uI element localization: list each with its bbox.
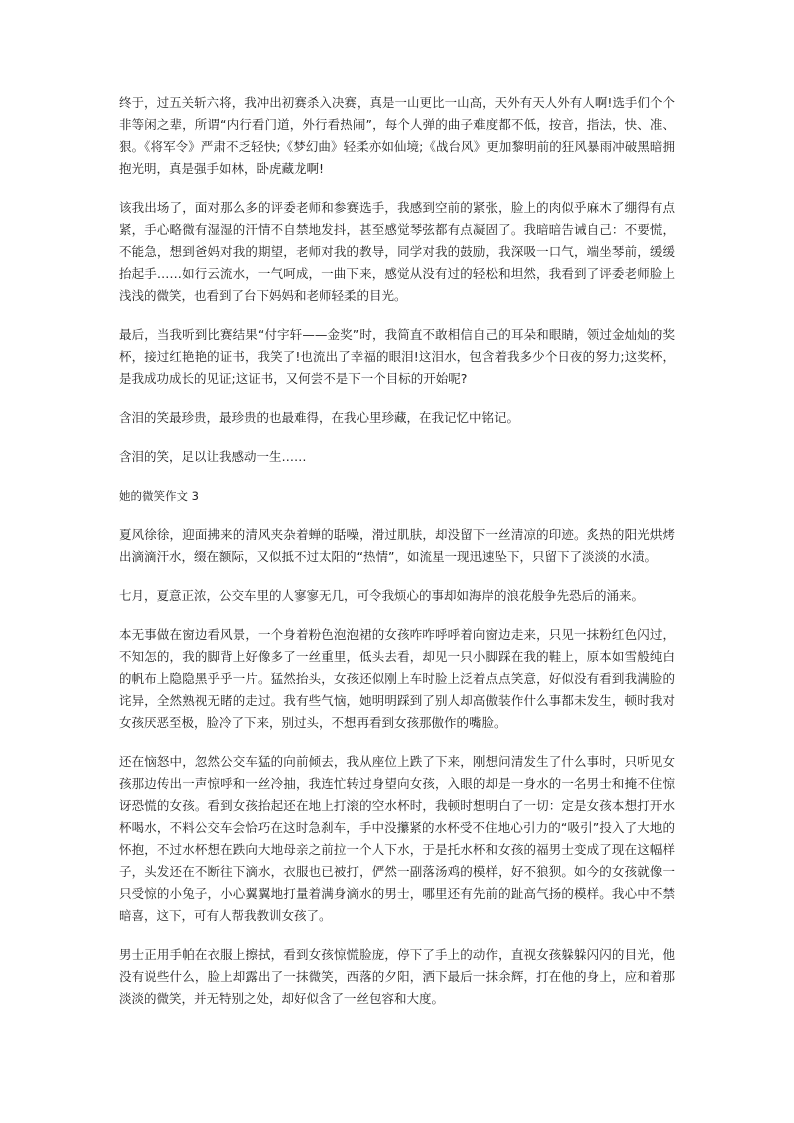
paragraph: 男士正用手帕在衣服上擦拭，看到女孩惊慌脸庞，停下了手上的动作，直视女孩躲躲闪闪的目光，他没有说些什么，脸上却露出了一抹微笑，西落的夕阳，洒下最后一抹余辉，打在他的身上，应和着那淡淡的微笑，并无特别之处，却好似含了一丝包容和大度。	[119, 947, 675, 1006]
paragraph: 夏风徐徐，迎面拂来的清风夹杂着蝉的聒噪，滑过肌肤，却没留下一丝清凉的印迹。炙热的阳光烘烤出滴滴汗水，缀在额际，又似抵不过太阳的“热情”，如流星一现迅速坠下，只留下了淡淡的水渍。	[119, 527, 675, 564]
paragraph: 终于，过五关斩六将，我冲出初赛杀入决赛，真是一山更比一山高，天外有天人外有人啊!选手们个个非等闲之辈，所谓“内行看门道，外行看热闹”，每个人弹的曲子难度都不低，按音，指法，快、准、狠。《将军令》严肃不乏轻快;《梦幻曲》轻柔亦如仙境;《战台风》更加黎明前的狂风暴雨冲破黑暗拥抱光明，真是强手如林，卧虎藏龙啊!	[119, 95, 675, 176]
paragraph: 七月，夏意正浓，公交车里的人寥寥无几，可令我烦心的事却如海岸的浪花般争先恐后的涌来。	[119, 588, 645, 603]
paragraph: 最后，当我听到比赛结果“付宇轩——金奖”时，我简直不敢相信自己的耳朵和眼睛，领过金灿灿的奖杯，接过红艳艳的证书，我笑了!也流出了幸福的眼泪!这泪水，包含着我多少个日夜的努力;这奖杯，是我成功成长的见证;这证书，又何尝不是下一个目标的开始呢?	[119, 327, 675, 386]
paragraph: 本无事做在窗边看风景，一个身着粉色泡泡裙的女孩咋咋呼呼着向窗边走来，只见一抹粉红色闪过，不知怎的，我的脚背上好像多了一丝重里，低头去看，却见一只小脚踩在我的鞋上，原本如雪般纯白的帆布上隐隐黑乎乎一片。猛然抬头，女孩还似刚上车时脸上泛着点点笑意，好似没有看到我满脸的诧异，全然熟视无睹的走过。我有些气恼，她明明踩到了别人却高傲装作什么事都未发生，顿时我对女孩厌恶至极，脸冷了下来，别过头，不想再看到女孩那傲作的嘴脸。	[119, 627, 675, 730]
paragraph: 含泪的笑最珍贵，最珍贵的也最难得，在我心里珍藏，在我记忆中铭记。	[119, 410, 520, 425]
section-title: 她的微笑作文 3	[119, 489, 199, 503]
paragraph: 该我出场了，面对那么多的评委老师和参赛选手，我感到空前的紧张，脸上的肉似乎麻木了绷得有点紧，手心略微有湿湿的汗情不自禁地发抖，甚至感觉琴弦都有点凝固了。我暗暗告诫自己：不要慌，不能急，想到爸妈对我的期望，老师对我的教导，同学对我的鼓励，我深吸一口气，端坐琴前，缓缓抬起手……如行云流水，一气呵成，一曲下来，感觉从没有过的轻松和坦然，我看到了评委老师脸上浅浅的微笑，也看到了台下妈妈和老师轻柔的目光。	[119, 200, 675, 303]
document-body	[119, 92, 675, 1027]
paragraph: 还在恼怒中，忽然公交车猛的向前倾去，我从座位上跌了下来，刚想问清发生了什么事时，只听见女孩那边传出一声惊呼和一丝冷抽，我连忙转过身望向女孩，入眼的却是一身水的一名男士和掩不住惊讶恐慌的女孩。看到女孩抬起还在地上打滚的空水杯时，我顿时想明白了一切：定是女孩本想打开水杯喝水，不料公交车会恰巧在这时急刹车，手中没攥紧的水杯受不住地心引力的“吸引”投入了大地的怀抱，不过水杯想在跌向大地母亲之前拉一个人下水，于是托水杯和女孩的福男士变成了现在这幅样子，头发还在不断往下滴水，衣服也已被打，俨然一副落汤鸡的模样，好不狼狈。如今的女孩就像一只受惊的小兔子，小心翼翼地打量着满身滴水的男士，哪里还有先前的趾高气扬的模样。我心中不禁暗喜，这下，可有人帮我教训女孩了。	[119, 754, 675, 923]
paragraph: 含泪的笑，足以让我感动一生……	[119, 449, 307, 464]
